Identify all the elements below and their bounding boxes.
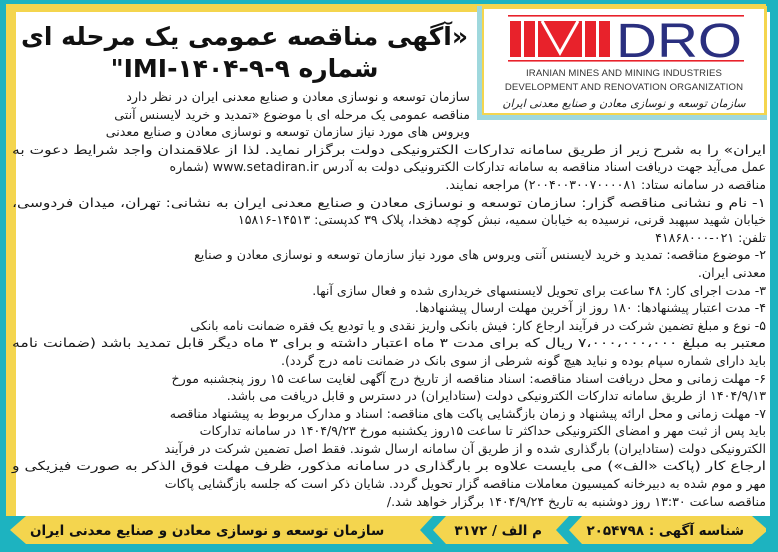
body-line: مهر و موم شده به دبیرخانه کمیسیون معاملات مناقصه گزار تحویل گردد. شایان ذکر است که جلسه بازگشایی پاکات <box>164 476 766 492</box>
body-line: معدنی ایران. <box>697 264 766 280</box>
logo-english-line1: IRANIAN MINES AND MINING INDUSTRIES <box>526 68 722 79</box>
body-line: مناقصه عمومی یک مرحله ای با موضوع «تمدید و خرید لایسنس آنتی <box>114 106 470 122</box>
body-line: عمل می‌آید جهت دریافت اسناد مناقصه به سامانه تدارکات الکترونیکی دولت به آدرس www.setadiran.ir (شماره <box>169 159 766 175</box>
footer-arrow-icon <box>752 516 778 544</box>
body-line: خیابان شهید سپهبد قرنی، نرسیده به خیابان سمیه، نبش کوچه دهخدا، پلاک ۳۹ کدپستی: ۱۴۵۱۳-۱۵۸۱۶ <box>237 212 766 228</box>
notice-title-line1: «آگهی مناقصه عمومی یک مرحله ای <box>21 22 468 51</box>
body-line: ارجاع کار (پاکت «الف») می بایست علاوه بر بارگذاری در سامانه مذکور، ظرف مهلت فوق الذکر به صورت فیزیکی و <box>12 458 766 474</box>
notice-footer <box>0 516 778 544</box>
logo-english-line2: DEVELOPMENT AND RENOVATION ORGANIZATION <box>504 82 744 93</box>
notice-title-line2: شماره ۹-۹-۱۴۰۴-IMI" <box>110 54 379 83</box>
body-line: ایران» را به شرح زیر از طریق سامانه تدارکات الکترونیکی دولت برگزار نماید. لذا از علاقمندان واجد شرایط دعوت به <box>12 141 767 157</box>
imidro-logo <box>486 13 766 65</box>
body-line: مناقصه در سامانه ستاد: ۲۰۰۴۰۰۳۰۰۷۰۰۰۰۸۱) مراجعه نمایند. <box>445 176 766 192</box>
body-line: ۲- موضوع مناقصه: تمدید و خرید لایسنس آنتی ویروس های مورد نیاز سازمان توسعه و نوسازی معادن و صنایع <box>194 247 766 263</box>
body-line: ۵- نوع و مبلغ تضمین شرکت در فرآیند ارجاع کار: فیش بانکی واریز نقدی و یا توديع یک فقره ضمانت نامه بانکی <box>190 317 766 333</box>
body-line: باید پس از ثبت مهر و امضای الکترونیکی حداکثر تا ساعت ۱۵روز یکشنبه مورخ ۱۴۰۴/۹/۲۳ در سامانه تدارکات <box>199 423 766 439</box>
ad-code: م الف / ۳۱۷۲ <box>454 523 542 539</box>
footer-organization: سازمان توسعه و نوسازی معادن و صنایع معدنی ایران <box>30 523 385 539</box>
notice-body <box>12 88 766 510</box>
body-line: ۳- مدت اجرای کار: ۴۸ ساعت برای تحویل لایسنسهای خریداری شده و فعال سازی آنها. <box>312 282 766 298</box>
footer-arrow-icon <box>556 516 582 544</box>
body-line: مناقصه ساعت ۱۳:۳۰ روز دوشنبه به تاریخ ۱۴۰۴/۹/۲۴ برگزار خواهد شد./ <box>386 493 766 509</box>
body-line: ۶- مهلت زمانی و محل دریافت اسناد مناقصه: اسناد مناقصه از تاریخ درج آگهی لغایت ساعت ۱۵ روز پنجشنبه مورخ <box>171 370 766 386</box>
svg-text:DRO: DRO <box>616 15 742 65</box>
body-line: سازمان توسعه و نوسازی معادن و صنایع معدنی ایران در نظر دارد <box>126 89 470 104</box>
body-line: ۱۴۰۴/۹/۱۳ از طریق سامانه تدارکات الکترونیکی دولت (ستادایران) در دسترس و قابل دریافت می باشد. <box>226 388 766 404</box>
body-line: الکترونیکی دولت (ستادایران) بارگذاری شده و از طریق آن سامانه ارسال شوند. فقط اصل تضمین شرکت در فرآیند <box>164 440 766 456</box>
footer-arrow-icon <box>420 516 446 544</box>
body-line: ۷- مهلت زمانی و محل ارائه پیشنهاد و زمان بازگشایی پاکت های مناقصه: اسناد و مدارک مربوط به پیشنهاد مناقصه <box>169 405 766 421</box>
body-line: ویروس های مورد نیاز سازمان توسعه و نوسازی معادن و صنایع معدنی <box>105 124 470 140</box>
logo-persian-name: سازمان توسعه و نوسازی معادن و صنایع معدنی ایران <box>502 97 746 110</box>
body-line: باید دارای شماره سپام بوده و نباید هیچ گونه شرطی از سوی بانک در ضمانت نامه درج گردد). <box>280 352 766 368</box>
body-line: ۴- مدت اعتبار پیشنهادها: ۱۸۰ روز از آخرین مهلت ارسال پیشنهادها. <box>414 300 766 316</box>
body-line: ۱- نام و نشانی مناقصه گزار: سازمان توسعه و نوسازی معادن و صنایع معدنی ایران به نشانی: تهران، میدان فردوسی، <box>12 194 766 210</box>
body-line: تلفن: ۰۲۱-۴۱۸۶۸۰۰۰ <box>655 229 766 245</box>
ad-id: شناسه آگهی : ۲۰۵۴۷۹۸ <box>586 523 744 539</box>
footer-arrow-icon <box>0 516 26 544</box>
body-line: معتبر به مبلغ ۷،۰۰۰،۰۰۰،۰۰۰ ریال که برای مدت ۳ ماه اعتبار داشته و برای ۳ ماه دیگر قابل تمدید باشد (ضمانت نامه <box>12 335 766 351</box>
